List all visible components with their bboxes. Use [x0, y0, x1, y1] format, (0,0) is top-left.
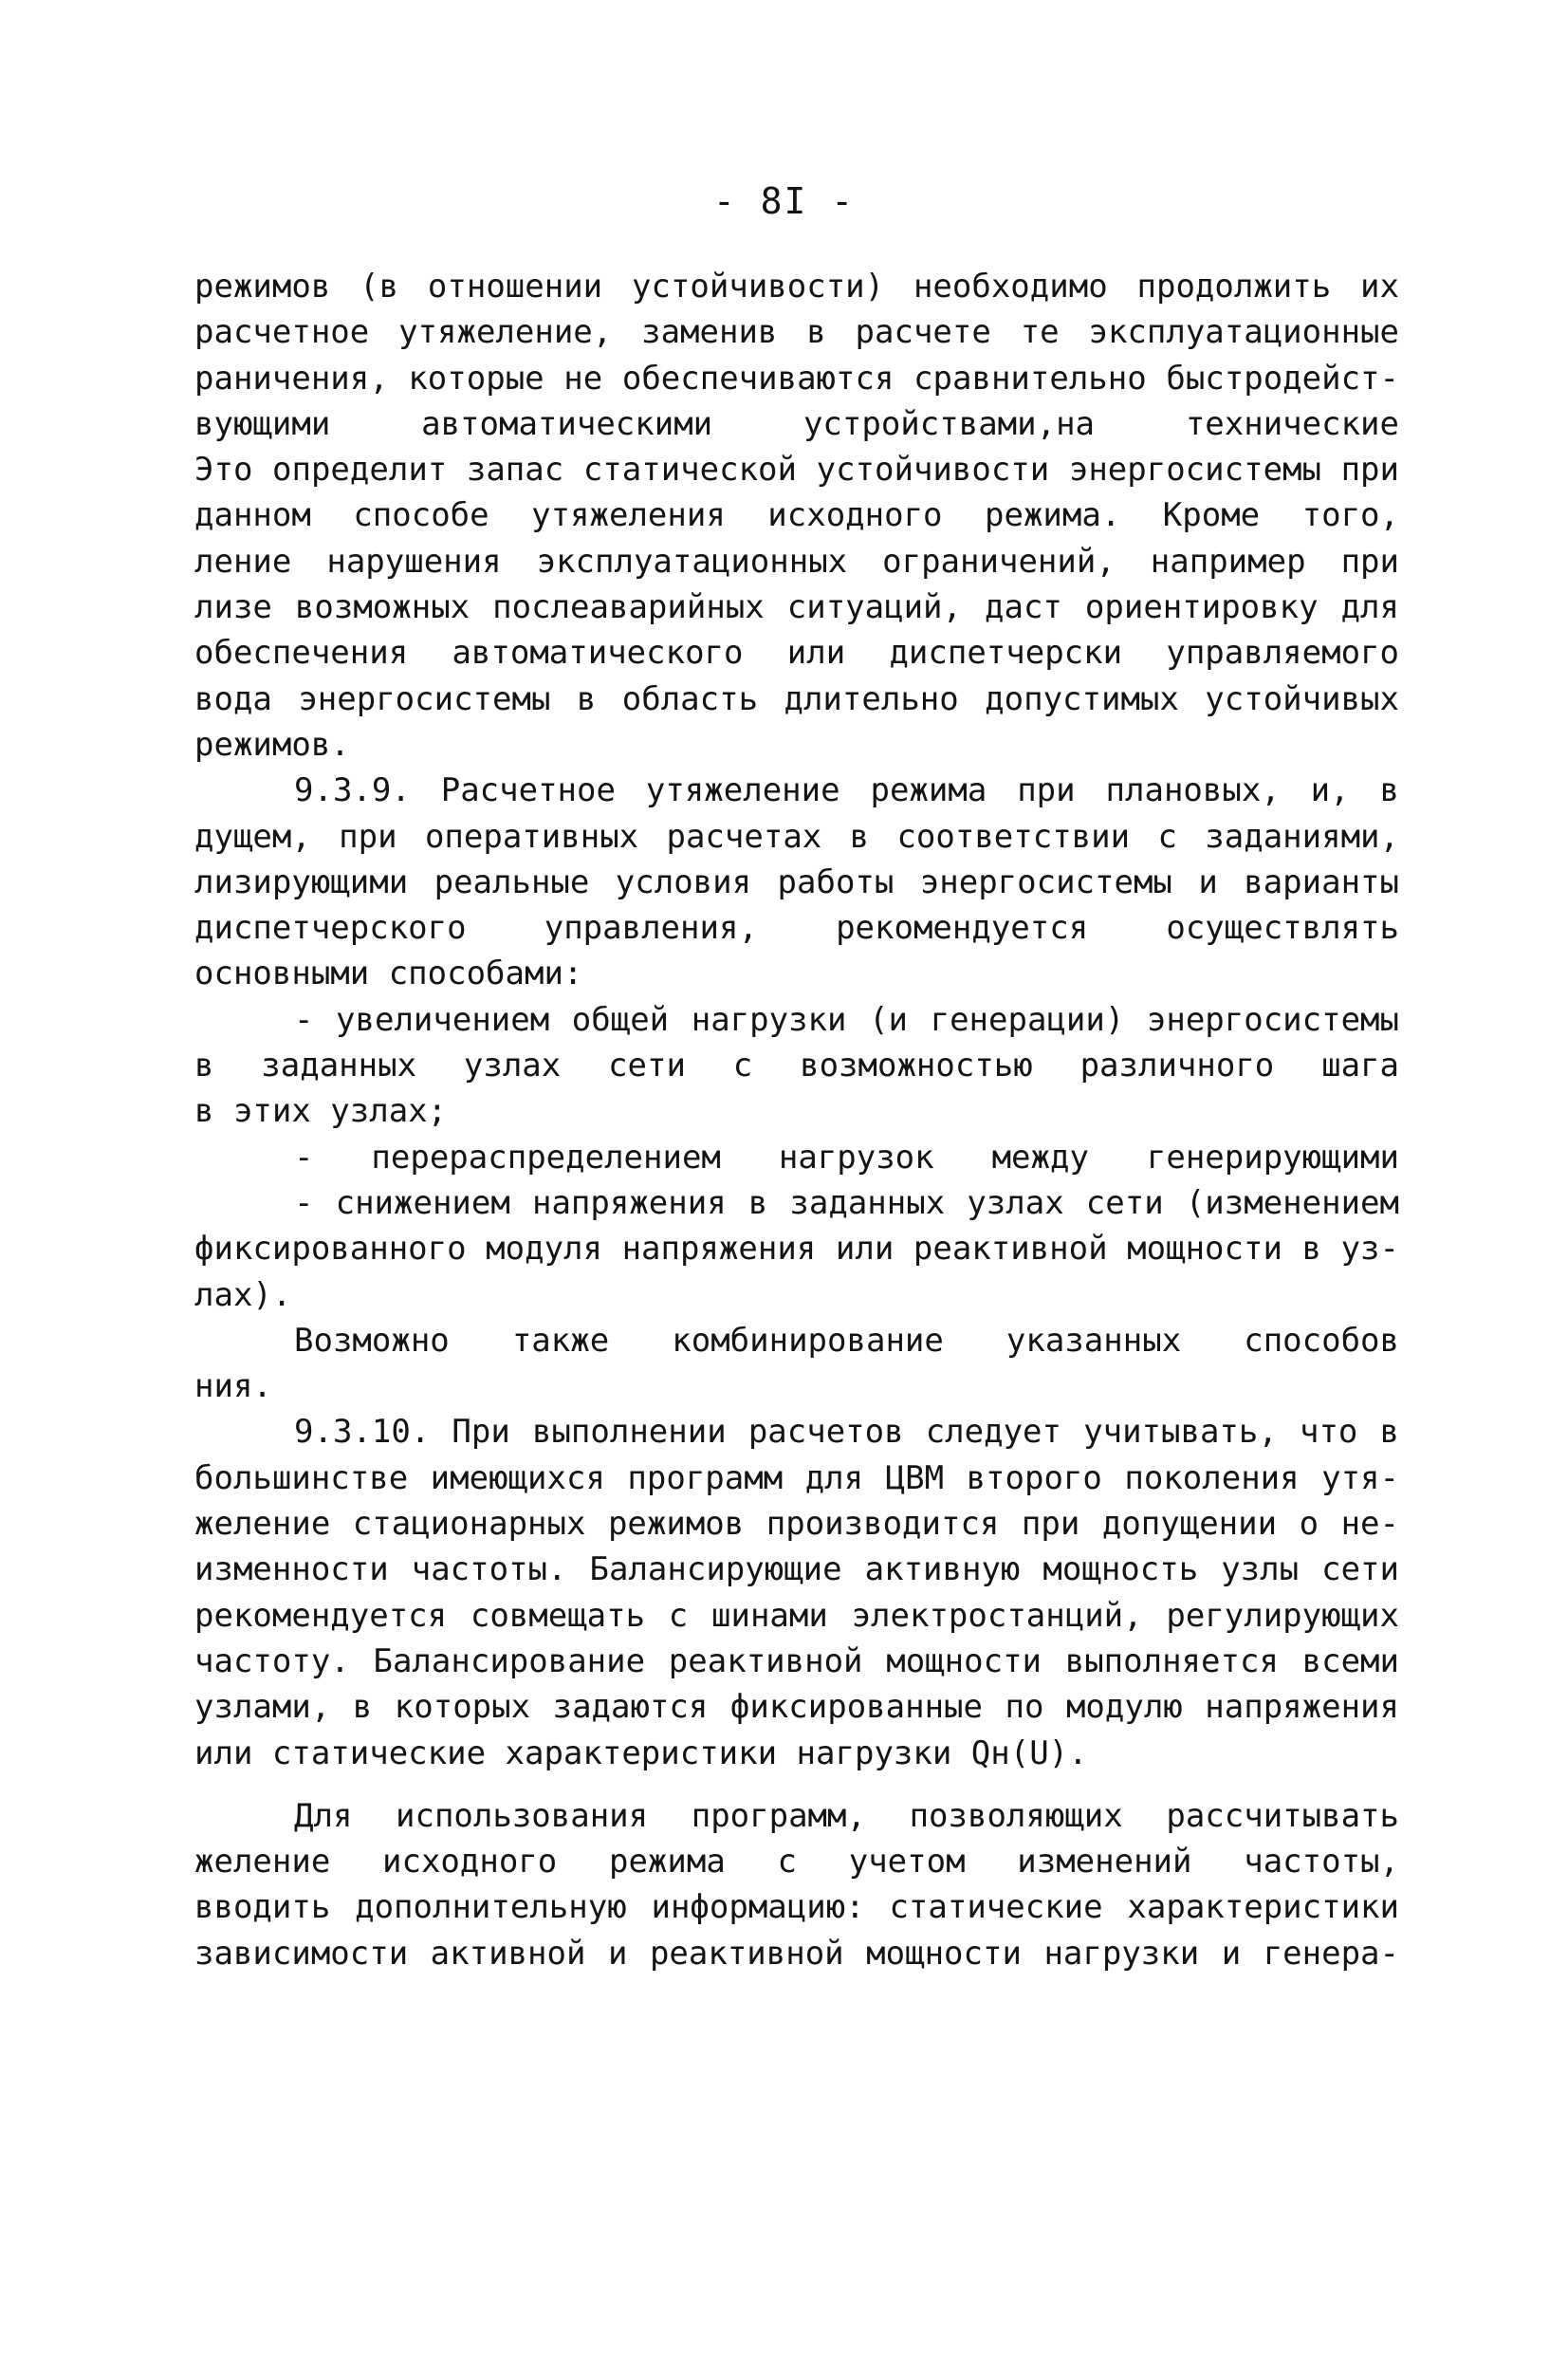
text-line: режимов. — [194, 725, 350, 764]
text-line: ния. — [194, 1367, 272, 1406]
text-line: зависимости активной и реактивной мощности нагрузки и генера- — [194, 1934, 1399, 1973]
text-line: - перераспределением нагрузок между генерирующими — [294, 1138, 1399, 1177]
text-line: лизирующими реальные условия работы энергосистемы и варианты — [194, 862, 1399, 901]
text-line: желение стационарных режимов производится при допущении о не- — [194, 1505, 1399, 1544]
body-text — [194, 264, 1399, 1976]
text-line: Для использования программ, позволяющих рассчитывать — [294, 1796, 1399, 1835]
text-line: расчетное утяжеление, заменив в расчете те эксплуатационные — [194, 313, 1399, 352]
text-line: в заданных узлах сети с возможностью различного шага — [194, 1047, 1399, 1085]
text-line: в этих узлах; — [194, 1092, 448, 1131]
text-line: режимов (в отношении устойчивости) необходимо продолжить их — [194, 268, 1399, 306]
text-line: раничения, которые не обеспечиваются сравнительно быстродейст- — [194, 359, 1399, 398]
text-line: изменности частоты. Балансирующие активную мощность узлы сети — [194, 1550, 1399, 1589]
text-line: основными способами: — [194, 955, 583, 993]
text-line: вующими автоматическими устройствами,на технические — [194, 404, 1399, 443]
text-line: Возможно также комбинирование указанных способов — [294, 1321, 1399, 1360]
text-line: рекомендуется совмещать с шинами электростанций, регулирующих — [194, 1596, 1399, 1635]
text-line: обеспечения автоматического или диспетчерски управляемого — [194, 634, 1399, 673]
text-line: лах). — [194, 1275, 292, 1314]
text-line: вводить дополнительную информацию: статические характеристики — [194, 1888, 1399, 1927]
text-line: - снижением напряжения в заданных узлах сети (изменением — [294, 1183, 1399, 1222]
text-line: или статические характеристики нагрузки Qн(U). — [194, 1733, 1088, 1772]
text-line: 9.3.10. При выполнении расчетов следует учитывать, что в — [294, 1413, 1399, 1452]
text-line: дущем, при оперативных расчетах в соответствии с заданиями, — [194, 817, 1399, 856]
text-line: вода энергосистемы в область длительно допустимых устойчивых — [194, 679, 1399, 718]
text-line: диспетчерского управления, рекомендуется осуществлять — [194, 909, 1399, 948]
text-line: лизе возможных послеаварийных ситуаций, даст ориентировку для — [194, 588, 1399, 627]
text-line: фиксированного модуля напряжения или реактивной мощности в уз- — [194, 1230, 1399, 1269]
text-line: ление нарушения эксплуатационных ограничений, например при — [194, 542, 1399, 581]
text-line: частоту. Балансирование реактивной мощности выполняется всеми — [194, 1641, 1399, 1680]
text-line: 9.3.9. Расчетное утяжеление режима при плановых, и, в — [294, 771, 1399, 810]
text-line: Это определит запас статической устойчивости энергосистемы при — [194, 451, 1399, 490]
page-number: - 8I - — [712, 180, 856, 222]
text-line: большинстве имеющихся программ для ЦВМ второго поколения утя- — [194, 1458, 1399, 1497]
text-line: данном способе утяжеления исходного режима. Кроме того, — [194, 496, 1399, 535]
text-line: - увеличением общей нагрузки (и генерации) энергосистемы — [294, 1000, 1399, 1039]
text-line: желение исходного режима с учетом изменений частоты, — [194, 1843, 1399, 1881]
text-line: узлами, в которых задаются фиксированные по модулю напряжения — [194, 1688, 1399, 1727]
